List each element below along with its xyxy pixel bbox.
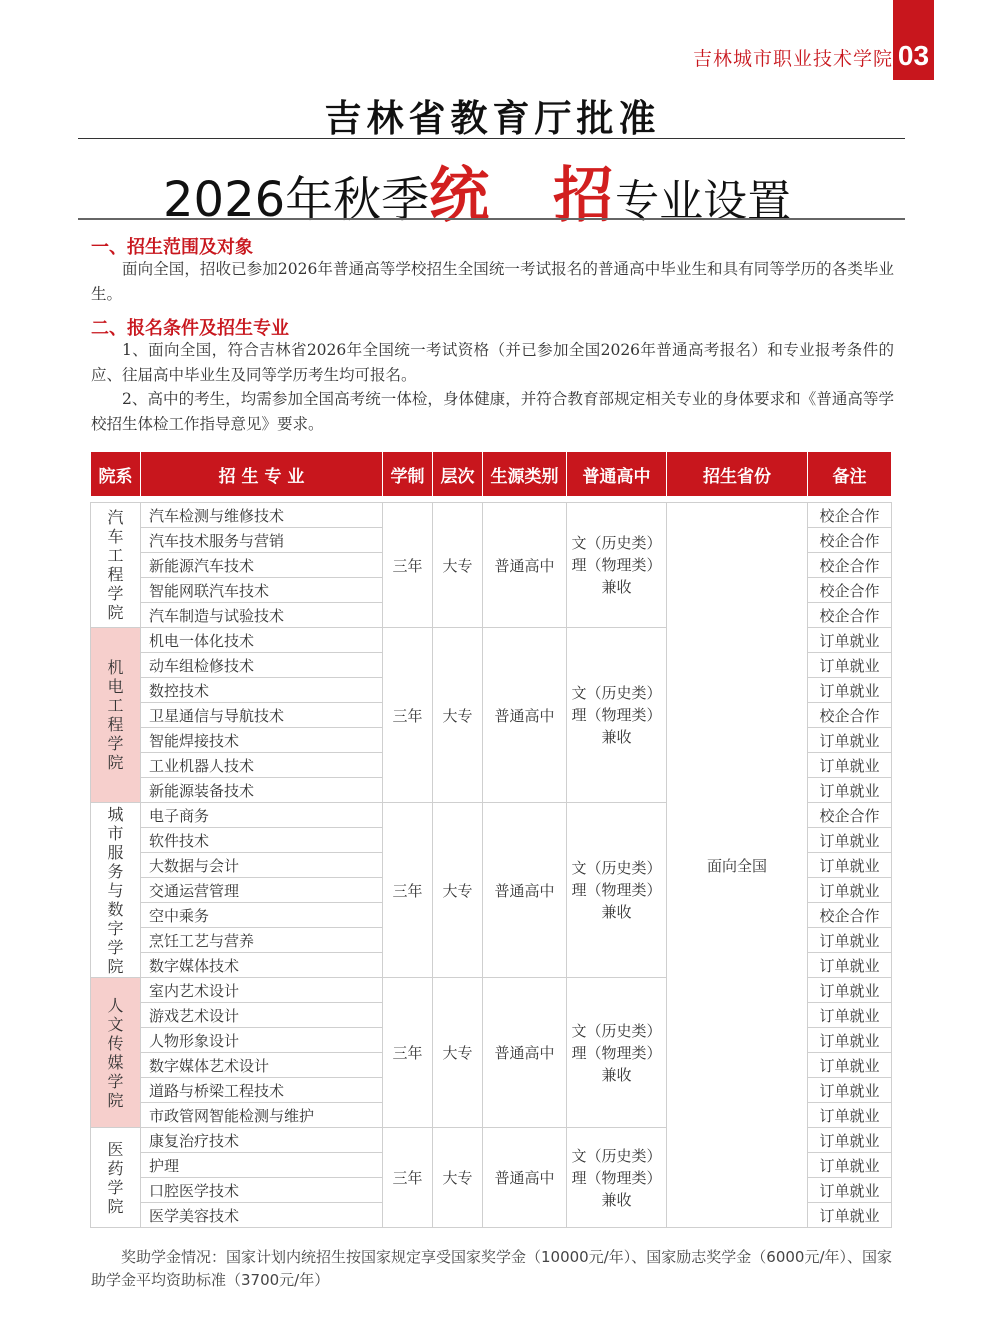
note-cell: 校企合作: [808, 553, 892, 578]
major-name: 数字媒体技术: [141, 953, 383, 978]
page-title: [163, 148, 791, 234]
source-cell: 普通高中: [483, 1128, 567, 1228]
major-name: 护理: [141, 1153, 383, 1178]
admission-type-cell: [567, 503, 667, 628]
dept-name: 医药学院: [107, 1139, 124, 1216]
major-name: 汽车技术服务与营销: [141, 528, 383, 553]
note-cell: 校企合作: [808, 903, 892, 928]
header-note: 备注: [808, 452, 892, 497]
major-name: 软件技术: [141, 828, 383, 853]
major-name: 交通运营管理: [141, 878, 383, 903]
major-name: 汽车检测与维修技术: [141, 503, 383, 528]
major-name: 卫星通信与导航技术: [141, 703, 383, 728]
note-cell: 订单就业: [808, 1103, 892, 1128]
title-highlight: 统 招: [429, 161, 616, 231]
section-heading-requirements: 二、报名条件及招生专业: [91, 318, 289, 339]
admission-type-line: 兼收: [601, 1190, 632, 1209]
years-cell: 三年: [383, 1128, 433, 1228]
note-cell: 订单就业: [808, 878, 892, 903]
province-cell: 面向全国: [667, 503, 808, 1228]
major-name: 空中乘务: [141, 903, 383, 928]
admission-type-line: 文（历史类）: [571, 1146, 662, 1165]
source-cell: 普通高中: [483, 803, 567, 978]
major-name: 室内艺术设计: [141, 978, 383, 1003]
years-cell: 三年: [383, 503, 433, 628]
header-school-name: 吉林城市职业技术学院: [692, 48, 893, 70]
admission-type-line: 兼收: [601, 728, 632, 746]
admission-type-line: 理（物理类）: [571, 881, 662, 899]
admission-type-line: 文（历史类）: [571, 1021, 662, 1040]
dept-cell: [91, 978, 141, 1128]
note-cell: 订单就业: [808, 678, 892, 703]
major-table: [90, 451, 892, 1228]
level-cell: 大专: [433, 978, 483, 1128]
section-paragraph-requirements-1: 1、面向全国，符合吉林省2026年全国统一考试资格（并已参加全国2026年普通高考报名）和专业报考条件的应、往届高中毕业生及同等学历考生均可报名。: [91, 341, 894, 384]
admission-type-line: 文（历史类）: [571, 859, 662, 877]
major-name: 工业机器人技术: [141, 753, 383, 778]
admission-type-line: 文（历史类）: [571, 684, 662, 702]
header-major: 招 生 专 业: [141, 452, 383, 497]
header-years: 学制: [383, 452, 433, 497]
level-cell: 大专: [433, 1128, 483, 1228]
admission-type-line: 文（历史类）: [571, 534, 662, 552]
header-highschool: 普通高中: [567, 452, 667, 497]
header-level: 层次: [433, 452, 483, 497]
note-cell: 订单就业: [808, 778, 892, 803]
major-name: 市政管网智能检测与维护: [141, 1103, 383, 1128]
title-year-season: 2026年秋季: [163, 172, 430, 228]
major-name: 游戏艺术设计: [141, 1003, 383, 1028]
note-cell: 校企合作: [808, 528, 892, 553]
dept-cell: [91, 803, 141, 978]
admission-type-line: 理（物理类）: [571, 1168, 662, 1187]
major-name: 动车组检修技术: [141, 653, 383, 678]
section-paragraph-scope: 面向全国，招收已参加2026年普通高等学校招生全国统一考试报名的普通高中毕业生和具有同等学历的各类毕业生。: [91, 260, 894, 303]
note-cell: 校企合作: [808, 503, 892, 528]
note-cell: 订单就业: [808, 1003, 892, 1028]
note-cell: 校企合作: [808, 803, 892, 828]
dept-name: 城市服务与数字学院: [107, 804, 124, 976]
note-cell: 校企合作: [808, 603, 892, 628]
note-cell: 订单就业: [808, 928, 892, 953]
note-cell: 订单就业: [808, 978, 892, 1003]
admission-type-line: 兼收: [601, 903, 632, 921]
level-cell: 大专: [433, 503, 483, 628]
table-row: [91, 503, 892, 528]
note-cell: 订单就业: [808, 628, 892, 653]
note-cell: 订单就业: [808, 728, 892, 753]
header-province: 招生省份: [667, 452, 808, 497]
major-name: 机电一体化技术: [141, 628, 383, 653]
major-name: 智能焊接技术: [141, 728, 383, 753]
major-name: 烹饪工艺与营养: [141, 928, 383, 953]
source-cell: 普通高中: [483, 503, 567, 628]
major-name: 数控技术: [141, 678, 383, 703]
dept-name: 人文传媒学院: [107, 995, 124, 1110]
years-cell: 三年: [383, 803, 433, 978]
admission-type-line: 理（物理类）: [571, 1043, 662, 1062]
header-dept: 院系: [91, 452, 141, 497]
admission-type-line: 兼收: [601, 1065, 632, 1084]
major-name: 智能网联汽车技术: [141, 578, 383, 603]
note-cell: 订单就业: [808, 1203, 892, 1228]
note-cell: 校企合作: [808, 703, 892, 728]
header-source: 生源类别: [483, 452, 567, 497]
note-cell: 订单就业: [808, 1178, 892, 1203]
dept-name: 机电工程学院: [107, 658, 124, 772]
admission-type-cell: [567, 803, 667, 978]
admission-type-line: 兼收: [601, 578, 632, 596]
dept-name: 汽车工程学院: [107, 508, 124, 622]
dept-cell: [91, 628, 141, 803]
major-name: 新能源汽车技术: [141, 553, 383, 578]
dept-cell: [91, 1128, 141, 1228]
source-cell: 普通高中: [483, 628, 567, 803]
years-cell: 三年: [383, 978, 433, 1128]
page-number-badge: 03: [893, 0, 934, 80]
scholarship-footer: 奖助学金情况：国家计划内统招生按国家规定享受国家奖学金（10000元/年）、国家励志奖学金（6000元/年）、国家助学金平均资助标准（3700元/年）: [91, 1248, 893, 1289]
major-name: 新能源装备技术: [141, 778, 383, 803]
note-cell: 订单就业: [808, 1053, 892, 1078]
title-rule-bottom: [78, 218, 905, 220]
major-name: 数字媒体艺术设计: [141, 1053, 383, 1078]
level-cell: 大专: [433, 628, 483, 803]
major-name: 道路与桥梁工程技术: [141, 1078, 383, 1103]
dept-cell: [91, 503, 141, 628]
note-cell: 校企合作: [808, 578, 892, 603]
section-heading-scope: 一、招生范围及对象: [91, 237, 253, 258]
admission-type-cell: [567, 628, 667, 803]
note-cell: 订单就业: [808, 1128, 892, 1153]
major-name: 康复治疗技术: [141, 1128, 383, 1153]
admission-type-cell: [567, 978, 667, 1128]
title-rule-top: [78, 138, 905, 139]
major-name: 汽车制造与试验技术: [141, 603, 383, 628]
note-cell: 订单就业: [808, 828, 892, 853]
section-paragraph-requirements-2: 2、高中的考生，均需参加全国高考统一体检，身体健康，并符合教育部规定相关专业的身体要求和《普通高等学校招生体检工作指导意见》要求。: [91, 390, 894, 433]
table-header-row: [91, 452, 892, 497]
title-suffix: 专业设置: [615, 176, 792, 227]
major-name: 医学美容技术: [141, 1203, 383, 1228]
years-cell: 三年: [383, 628, 433, 803]
note-cell: 订单就业: [808, 1078, 892, 1103]
note-cell: 订单就业: [808, 853, 892, 878]
note-cell: 订单就业: [808, 1028, 892, 1053]
source-cell: 普通高中: [483, 978, 567, 1128]
major-name: 大数据与会计: [141, 853, 383, 878]
admission-type-line: 理（物理类）: [571, 556, 662, 574]
note-cell: 订单就业: [808, 753, 892, 778]
note-cell: 订单就业: [808, 1153, 892, 1178]
admission-type-line: 理（物理类）: [571, 706, 662, 724]
approval-heading: 吉林省教育厅批准: [324, 97, 661, 140]
note-cell: 订单就业: [808, 953, 892, 978]
major-name: 电子商务: [141, 803, 383, 828]
note-cell: 订单就业: [808, 653, 892, 678]
major-name: 口腔医学技术: [141, 1178, 383, 1203]
major-name: 人物形象设计: [141, 1028, 383, 1053]
admission-type-cell: [567, 1128, 667, 1228]
level-cell: 大专: [433, 803, 483, 978]
